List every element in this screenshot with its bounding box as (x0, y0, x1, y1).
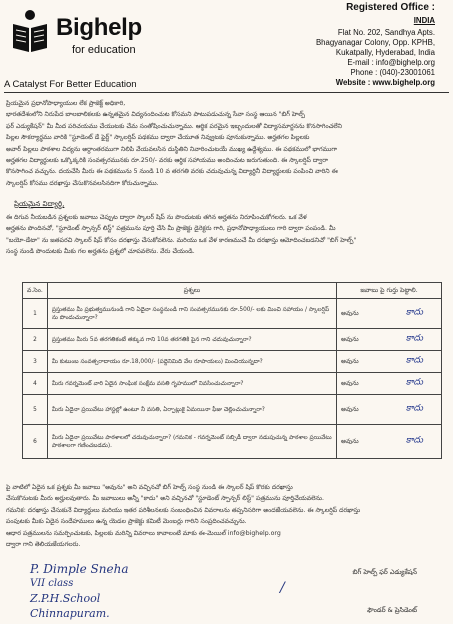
table-row (23, 299, 442, 329)
answer-cell[interactable] (337, 395, 442, 425)
office-website: Website : www.bighelp.org (335, 78, 435, 87)
signature-mark: / (280, 580, 285, 596)
intro-line: అవార్ పిల్లలు పాఠశాల విద్యను అర్ధాంతరముగా నిలిపి వేయవలసిన దుస్థితిని నివారించుటయే ముఖ్య ఉద్దేశ్యము. ఈ పథకములో భాగముగా (6, 145, 338, 153)
intro-paragraph (6, 98, 446, 189)
answer-cell[interactable] (337, 351, 442, 373)
answer-no-marked: కాదు (405, 332, 423, 343)
answer-no-marked: కాదు (405, 354, 423, 365)
table-row (23, 425, 442, 459)
row-question: మీరు ఏదైనా ప్రయివేటు హాస్టల్లో ఉంటూ నీ వసతి, ఏర్పాట్లుకై ఏమయినా ఫీజు చెల్లించుచున్నారా? (47, 395, 336, 425)
row-question: మీ కుటుంబ సంవత్సరాదాయం రూ.18,000/- (పద్దెనిమిది వేల రూపాయలు) మించియున్నదా? (47, 351, 336, 373)
handwritten-school: Z.P.H.School (30, 592, 101, 605)
table-row (23, 351, 442, 373)
answer-yes: అవును (341, 357, 359, 365)
eligibility-table (22, 282, 442, 459)
answer-no-marked: కాదు (405, 402, 423, 413)
salutation-line: ప్రియమైన ప్రధానోపాధ్యాయుల లేక ప్రాజెక్ట్ అధికారి, (6, 100, 126, 107)
bighelp-logo (8, 6, 142, 68)
closing-line: ద్వారా గాని తెలియజేయగలరు. (6, 540, 81, 548)
closing-paragraph (6, 482, 446, 550)
intro-line: స్కాలర్షిప్ కోసము దరఖాస్తు చేసుకొనవలసినదిగా కోరుచున్నాము. (6, 179, 159, 187)
brand-subtitle: for education (72, 44, 136, 56)
answer-cell[interactable] (337, 425, 442, 459)
office-title: Registered Office : (346, 2, 435, 13)
intro-line: కొనసాగించ వచ్చును. దయచేసి మీరు ఈ పథకమును 5 నుండి 10 వ తరగతి వరకు చదువుచున్న విద్యార్థినీ విద్యార్థులకు పంపించి వారిని ఈ (6, 168, 338, 176)
student-line: ఈ దిగువ నీయబడిన ప్రశ్నలకు జవాబు చెప్పుట ద్వారా స్కాలర్ షిప్ ను పొందుటకు తగిన అర్హతను నిరూపించుకోగలరు. ఒక వేళ (6, 214, 307, 221)
intro-line: అర్హతగల విద్యార్థులకు ఒక్కొక్కరికి సంవత్సరమునకు రూ.250/- వరకు ఆర్థిక సహాయము అందించుట జరుగుతుంది. ఈ స్కాలర్షిప్ ద్వారా (6, 156, 328, 164)
closing-line: ఆధార పత్రములను సమర్పించుటకు, పిల్లలకు మరిన్ని వివరాలు కావాలంటే మాకు ఈ-మెయిల్ info@bighelp.org (6, 529, 281, 537)
table-header-row (23, 283, 442, 299)
header-questions: ప్రశ్నలు (47, 283, 336, 299)
handwritten-student-name: P. Dimple Sneha (30, 562, 129, 576)
answer-cell[interactable] (337, 299, 442, 329)
header-divider (4, 92, 449, 93)
brand-name: Bighelp (56, 14, 142, 41)
intro-line: భారతదేశంలోని నిరుపేద బాలబాలికలకు ఉన్నతమైన విద్యనందించుట కోసమని పాటుపడుచున్న సేవా సంస్థ ఆయిన "బిగ్ హెల్ప్ (6, 111, 306, 119)
closing-line: గమనిక: దరఖాస్తు చేసుకునే విద్యార్థులు మరియు ఇతర పరిశీలనలకు సంబంధించిన వివరాలను తప్పనిసరిగా అందజేయవలెను. ఈ స్కాలర్షిప్ దరఖాస్తు (6, 506, 361, 514)
student-salutation: ప్రియమైన విద్యార్థి, (14, 200, 65, 208)
intro-line: పిల్లల సౌకర్యార్థము వారికి "స్టూడెంట్ డే ఫైర్ట్" స్కాలర్షిప్ పథకము ద్వారా చేయూత నివ్వుటకు పూనుకున్నాము. అర్హతగల పిల్లలకు (6, 134, 310, 142)
handwritten-village: Chinnapuram. (30, 607, 110, 620)
student-line: అర్హతను పొందినచో, "స్టూడెంట్ స్పాన్సర్ లిస్ట్" పత్రమును పూర్తి చేసి మీ ప్రాజెక్టు డైరెక్టరు గారి, ప్రధానోపాధ్యాయులు గారి ద్వారా పంపండి. మీ (6, 225, 336, 233)
student-line: సంస్థ నుండి పొందుటకు మీకు గల అర్హతను ప్రశ్నలో చూపవలెను. వేరు చేయండి. (6, 248, 195, 256)
table-row (23, 329, 442, 351)
row-question: మీరు గవర్నమెంట్ వారి ఏదైన సాంఘిక సంక్షేమ వసతి గృహములో నివసించుచున్నారా? (47, 373, 336, 395)
student-line: "బయో-డేటా" ను జతపరచి స్కాలర్ షిప్ కోసం దరఖాస్తు చేసుకోవలెను. మరియు ఒక వేళ కారణముచే మీ దరఖాస్తు ఆమోదించబడనిచో "బిగ్ హెల్ప్" (6, 236, 357, 244)
signature-role: ఫౌండర్ & ప్రెసిడెంట్ (367, 606, 417, 614)
header-answer: జవాబు పై గుర్తు పెట్టాలి. (337, 283, 442, 299)
office-country: INDIA (413, 16, 435, 25)
answer-cell[interactable] (337, 329, 442, 351)
answer-yes: అవును (341, 309, 359, 317)
closing-line: చేసుకొనుటకు మీరు అర్హులవుతారు. మీ జవాబులు అన్నీ "కాదు" అని వచ్చినచో "స్టూడెంట్ స్పాన్సర్ లిస్ట్" పత్రమును పూర్తిచేయవలెను. (6, 495, 324, 503)
answer-yes: అవును (341, 405, 359, 413)
row-number: 1 (23, 299, 48, 329)
header-serial: వ.సెం. (23, 283, 48, 299)
answer-yes: అవును (341, 335, 359, 343)
signature-org: బిగ్ హెల్ప్ ఫర్ ఎడ్యుకేషన్ (352, 568, 417, 576)
office-address-line: Kukatpally, Hyderabad, India (335, 48, 435, 57)
closing-line: పై వాటిలో ఏదైన ఒక ప్రశ్నకు మీ జవాబు "అవును" అని వచ్చినచో బిగ్ హెల్ప్ సంస్థ నుండి ఈ స్కాలర్ షిప్ కొరకు దరఖాస్తు (6, 484, 293, 491)
office-address-line: Flat No. 202, Sandhya Apts. (337, 28, 435, 37)
row-question: మీరు ఏదైనా ప్రయివేటు పాఠశాలలో చదువుచున్నారా? (గమనిక - గవర్నమెంట్ సబ్సిడీ ద్వారా నడుపుచున్న పాఠశాల ప్రయివేటు పాఠశాలగా గణించబడదు). (47, 425, 336, 459)
handwritten-class: VII class (30, 578, 74, 589)
row-number: 3 (23, 351, 48, 373)
office-phone: Phone : (040)-23001061 (350, 68, 435, 77)
answer-no-marked: కాదు (405, 376, 423, 387)
answer-no-marked: కాదు (405, 306, 423, 317)
table-row (23, 395, 442, 425)
closing-line: పంపుటకు మీకు ఏదైన సందేహములు ఉన్న యెడల ప్రాజెక్టు కమిటీ మెంబర్లు గారిని సంప్రదించవచ్చును. (6, 518, 247, 526)
answer-no-marked: కాదు (405, 434, 423, 445)
table-row (23, 373, 442, 395)
row-number: 5 (23, 395, 48, 425)
row-question: ప్రస్తుతము మీ ప్రభుత్వమునుండి గాని ఏదైనా సంస్థనుండి గాని సంవత్సరమునకు రూ.500/- లకు మించి సహాయం / స్కాలర్షిప్ ను పొందుచున్నారా? (47, 299, 336, 329)
student-paragraph (6, 212, 446, 258)
row-number: 2 (23, 329, 48, 351)
answer-yes: అవును (341, 437, 359, 445)
tagline: A Catalyst For Better Education (4, 79, 137, 90)
row-question: ప్రస్తుతము మీరు 5వ తరగతికంటే తక్కువ గాని 10వ తరగతికి పైన గాని చదువుచున్నారా? (47, 329, 336, 351)
office-email: E-mail : info@bighelp.org (347, 58, 435, 67)
intro-line: ఫర్ ఎడ్యుకేషన్" మీ మీద పరిచయము చేయుటకు చేమ సంతోషించుచున్నాము. ఆర్థిక పరమైన ఇబ్బందులతో విద్యాసమార్జనను కొనసాగించలేని (6, 122, 343, 130)
answer-cell[interactable] (337, 373, 442, 395)
row-number: 6 (23, 425, 48, 459)
row-number: 4 (23, 373, 48, 395)
answer-yes: అవును (341, 379, 359, 387)
office-address-line: Bhagyanagar Colony, Opp. KPHB, (315, 38, 435, 47)
book-person-icon (10, 8, 50, 56)
